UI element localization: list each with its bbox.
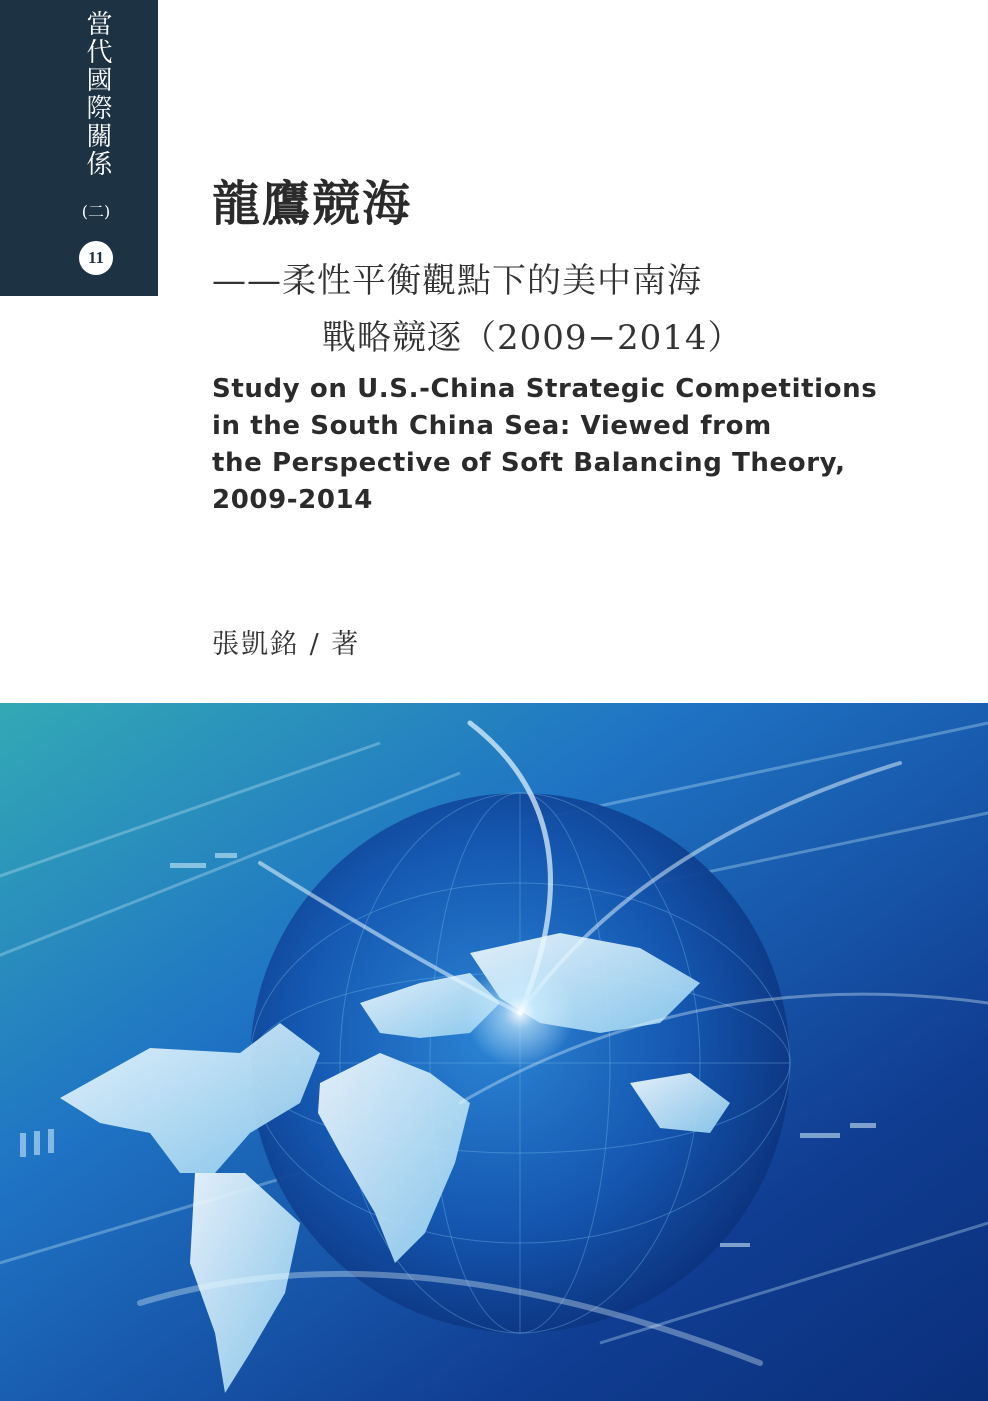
english-title-line: Study on U.S.-China Strategic Competitions <box>212 374 878 404</box>
series-volume: (二) <box>81 202 111 221</box>
english-title-line: in the South China Sea: Viewed from <box>212 411 772 441</box>
book-subtitle-line-1: ——柔性平衡觀點下的美中南海 <box>212 261 702 301</box>
english-title-line: 2009-2014 <box>212 485 373 515</box>
book-subtitle-line-2: 戰略競逐（2009−2014） <box>322 318 743 358</box>
english-title-line: the Perspective of Soft Balancing Theory, <box>212 448 846 478</box>
series-number-badge: 11 <box>79 241 113 275</box>
author-credit: 張凱銘 / 著 <box>212 629 361 660</box>
globe-network-icon <box>0 703 988 1401</box>
series-tab <box>0 0 158 296</box>
cover-artwork <box>0 703 988 1401</box>
book-title: 龍鷹競海 <box>212 176 413 232</box>
english-title <box>212 371 952 519</box>
series-title: 當代國際關係 <box>82 10 112 178</box>
